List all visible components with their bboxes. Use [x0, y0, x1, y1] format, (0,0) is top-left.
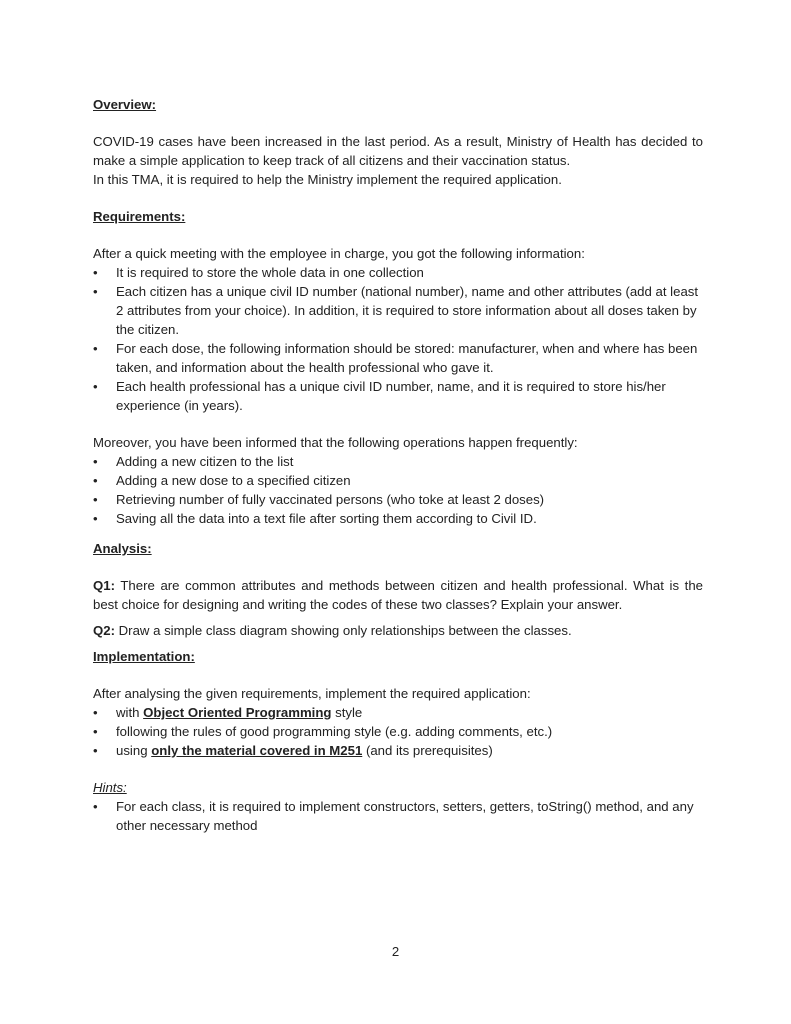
overview-heading: Overview: — [93, 97, 157, 112]
hints-list — [93, 797, 703, 835]
list-item: • For each dose, the following information should be stored: manufacturer, when and where has been taken, and information about the health professional who gave it. — [93, 339, 703, 377]
q1-label: Q1: — [93, 578, 115, 593]
item-text: (and its prerequisites) — [362, 743, 493, 758]
overview-paragraph: COVID-19 cases have been increased in the last period. As a result, Ministry of Health has decided to make a simple application to keep track of all citizens and their vaccination status. — [93, 134, 703, 168]
list-item: • Saving all the data into a text file after sorting them according to Civil ID. — [93, 509, 703, 528]
list-item: • Adding a new dose to a specified citizen — [93, 471, 703, 490]
item-text: style — [331, 705, 363, 720]
implementation-intro: After analysing the given requirements, implement the required application: — [93, 686, 531, 701]
q2-text: Draw a simple class diagram showing only relationships between the classes. — [114, 623, 572, 638]
requirements-intro: After a quick meeting with the employee in charge, you got the following information: — [93, 246, 585, 261]
operations-intro: Moreover, you have been informed that the following operations happen frequently: — [93, 435, 578, 450]
list-item: • Each health professional has a unique civil ID number, name, and it is required to store his/her experience (in years). — [93, 377, 703, 415]
list-item: • Each citizen has a unique civil ID number (national number), name and other attributes (add at least 2 attributes from your choice). In addition, it is required to store information about all doses taken by the citizen. — [93, 282, 703, 339]
implementation-heading: Implementation: — [93, 649, 195, 664]
list-item — [93, 703, 703, 722]
operations-list — [93, 452, 703, 528]
q2-label: Q2: — [93, 623, 115, 638]
m251-emphasis: only the material covered in M251 — [151, 743, 363, 758]
question-1 — [93, 576, 703, 614]
document-page — [93, 95, 703, 835]
requirements-list — [93, 263, 703, 415]
q1-text: There are common attributes and methods between citizen and health professional. What is the best choice for designing and writing the codes of these two classes? Explain your answer. — [93, 578, 703, 612]
list-item: • following the rules of good programming style (e.g. adding comments, etc.) — [93, 722, 703, 741]
list-item: • It is required to store the whole data in one collection — [93, 263, 703, 282]
analysis-heading: Analysis: — [93, 541, 152, 556]
question-2 — [93, 621, 703, 640]
requirements-heading: Requirements: — [93, 209, 186, 224]
item-text: using — [116, 743, 152, 758]
list-item: • Retrieving number of fully vaccinated persons (who toke at least 2 doses) — [93, 490, 703, 509]
implementation-list — [93, 703, 703, 760]
item-text: with — [116, 705, 144, 720]
list-item: • Adding a new citizen to the list — [93, 452, 703, 471]
page-number: 2 — [391, 944, 400, 959]
oop-emphasis: Object Oriented Programming — [143, 705, 332, 720]
overview-paragraph-2: In this TMA, it is required to help the Ministry implement the required application. — [93, 172, 562, 187]
list-item — [93, 741, 703, 760]
list-item: • For each class, it is required to implement constructors, setters, getters, toString() method, and any other necessary method — [93, 797, 703, 835]
hints-heading: Hints: — [93, 780, 127, 795]
